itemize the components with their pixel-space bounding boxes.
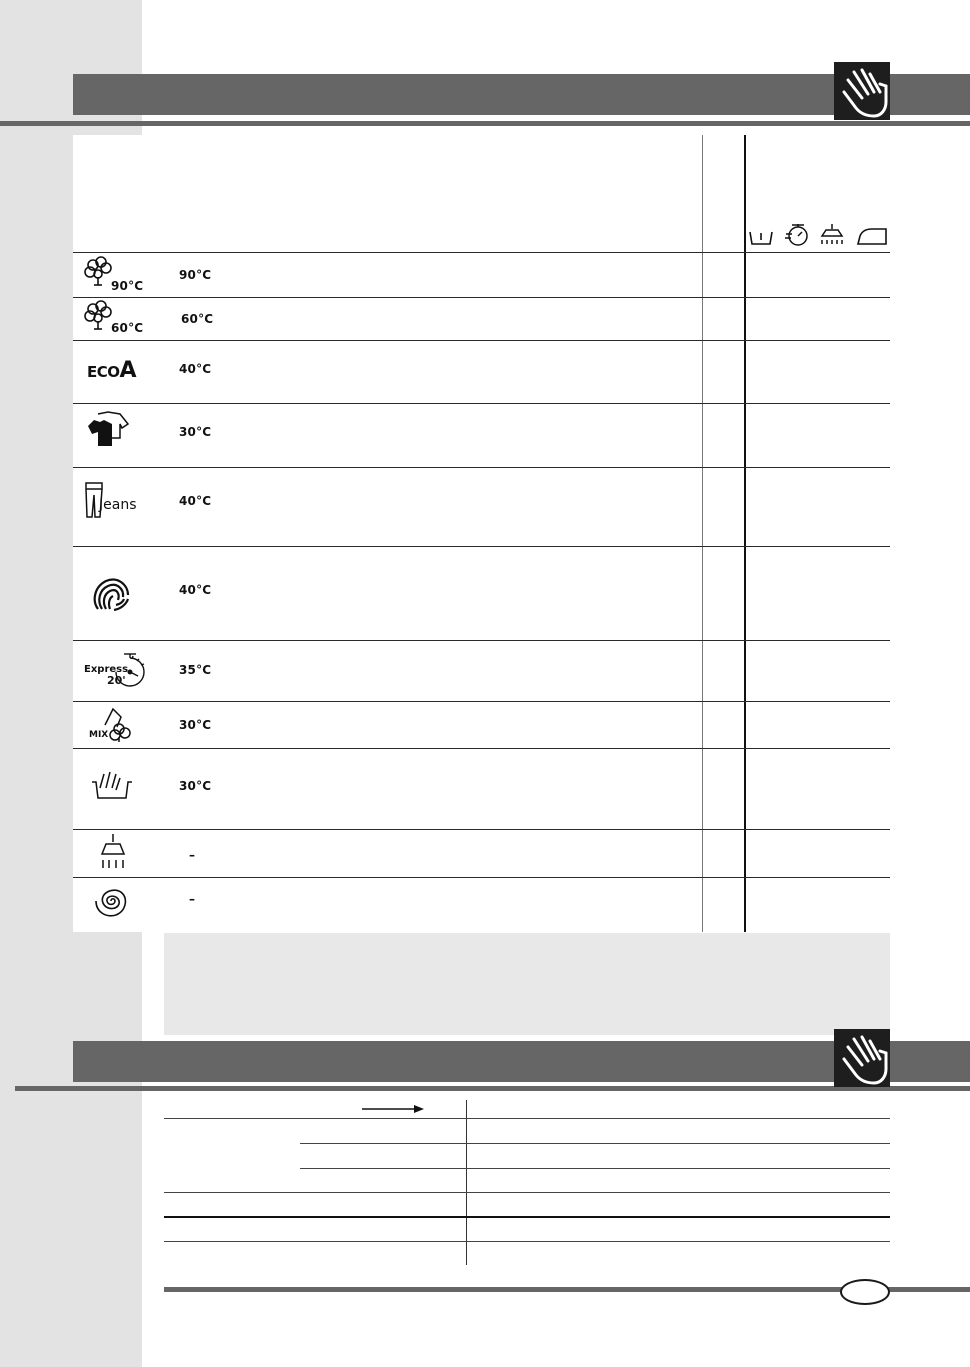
program-temperature: 35°C xyxy=(179,663,212,677)
column-divider-2 xyxy=(744,135,746,932)
rinse-icon xyxy=(96,832,130,872)
row-separator xyxy=(73,467,890,468)
row-separator xyxy=(73,297,890,298)
icon-temp-label: 90°C xyxy=(111,279,144,293)
row-separator xyxy=(73,748,890,749)
arrow-right-icon xyxy=(362,1103,426,1115)
row-separator xyxy=(73,403,890,404)
row-separator xyxy=(73,340,890,341)
program-temperature: 40°C xyxy=(179,494,212,508)
eco-icon xyxy=(87,358,137,383)
program-temperature: – xyxy=(189,892,196,906)
table2-row-separator xyxy=(164,1192,890,1193)
hand-icon-box-1 xyxy=(834,62,890,120)
row-separator xyxy=(73,877,890,878)
express-icon-sublabel: 20' xyxy=(107,674,126,687)
section-underline-1 xyxy=(0,121,970,126)
row-separator xyxy=(73,252,890,253)
eco-icon-grade: A xyxy=(119,358,137,383)
care-icons-header xyxy=(748,222,890,248)
table2-row-separator xyxy=(164,1216,890,1218)
program-temperature: 90°C xyxy=(179,268,212,282)
table2-row-separator xyxy=(164,1118,890,1119)
table2-row-separator xyxy=(300,1143,890,1144)
hand-icon xyxy=(834,62,890,120)
section-underline-2 xyxy=(15,1086,970,1091)
express-icon-label: Express xyxy=(84,664,129,675)
rinse-shower-icon xyxy=(822,224,842,244)
icon-temp-label: 60°C xyxy=(111,321,144,335)
spin-icon xyxy=(92,884,130,918)
eco-icon-text: ECO xyxy=(87,363,120,381)
shirt-icon xyxy=(84,410,130,452)
wool-icon xyxy=(90,575,132,615)
program-temperature: 30°C xyxy=(179,779,212,793)
table2-row-separator xyxy=(164,1241,890,1242)
programs-table xyxy=(73,135,890,932)
mix-icon-label: MIX xyxy=(89,730,109,740)
program-temperature: – xyxy=(189,848,196,862)
row-separator xyxy=(73,701,890,702)
program-temperature: 40°C xyxy=(179,583,212,597)
basin-icon xyxy=(750,232,772,244)
handwash-icon xyxy=(90,768,134,802)
note-box xyxy=(164,933,890,1035)
row-separator xyxy=(73,829,890,830)
iron-icon xyxy=(858,229,886,244)
row-separator xyxy=(73,640,890,641)
program-temperature: 30°C xyxy=(179,718,212,732)
jeans-icon-label: Jeans xyxy=(99,497,137,513)
row-separator xyxy=(73,546,890,547)
quick-timer-icon xyxy=(785,224,807,245)
page-number-oval xyxy=(840,1279,890,1305)
program-temperature: 40°C xyxy=(179,362,212,376)
hand-icon xyxy=(834,1029,890,1087)
program-temperature: 60°C xyxy=(181,312,214,326)
column-divider-1 xyxy=(702,135,703,932)
hand-icon-box-2 xyxy=(834,1029,890,1087)
table2-row-separator xyxy=(300,1168,890,1169)
program-temperature: 30°C xyxy=(179,425,212,439)
